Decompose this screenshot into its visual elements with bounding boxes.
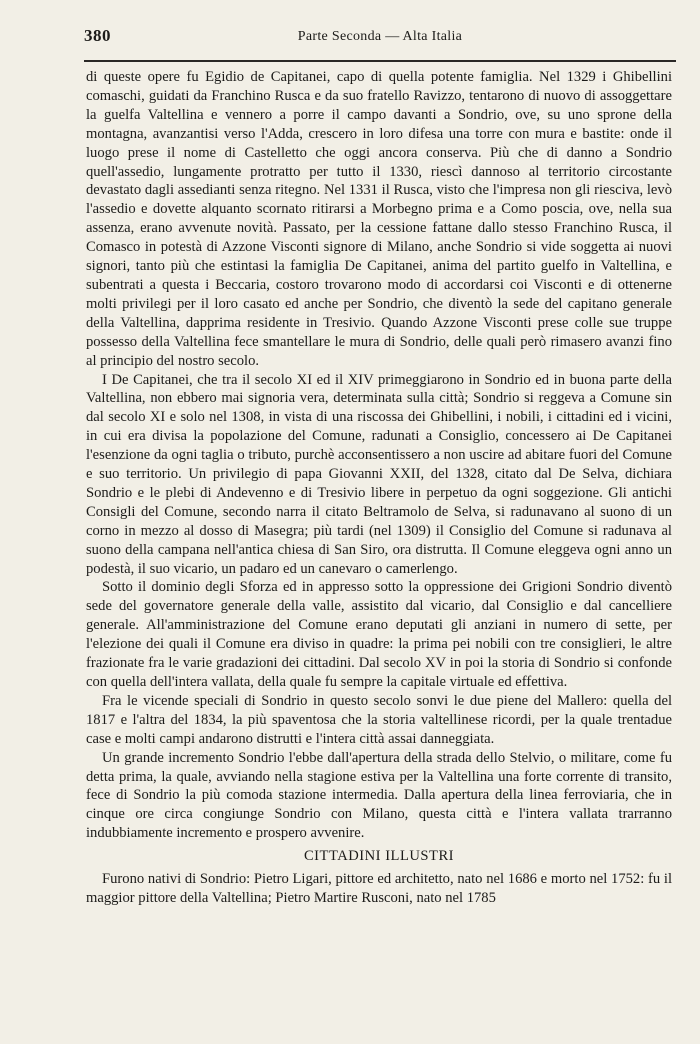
- page-number: 380: [84, 26, 111, 45]
- paragraph: Un grande incremento Sondrio l'ebbe dall'apertura della strada dello Stelvio, o militare, come fu detta prima, la quale, avviando nella stagione estiva per la Valtellina una forte corrente di transito, fece di Sondrio la più comoda stazione intermedia. Dalla apertura della linea ferroviaria, che in cinque ore circa congiunge Sondrio con Milano, questa città e l'intera vallata trarranno indubbiamente incremento e prospero avvenire.: [86, 749, 672, 842]
- paragraph: Sotto il dominio degli Sforza ed in appresso sotto la oppressione dei Grigioni Sondrio diventò sede del governatore generale della valle, assistito dal vicario, dal Consiglio e dal cancelliere generale. All'amministrazione del Comune erano deputati gli anziani in numero di sette, per l'elezione dei quali il Comune era diviso in quadre: la prima pei nobili con tre consiglieri, le altre frazionate fra le varie gradazioni dei cittadini. Dal secolo XV in poi la storia di Sondrio si confonde con quella dell'intera vallata, della quale fu sempre la capitale virtuale ed effettiva.: [86, 579, 672, 690]
- running-head: Parte Seconda — Alta Italia: [297, 29, 463, 44]
- paragraph: di queste opere fu Egidio de Capitanei, capo di quella potente famiglia. Nel 1329 i Ghibellini comaschi, guidati da Franchino Rusca e da suo fratello Ravizzo, tentarono di nuovo di assoggettare la guelfa Valtellina e vennero a porre il campo davanti a Sondrio, ove, su uno sprone della montagna, avanzantisi verso l'Adda, crescero in loro difesa una torre con mura e bastite: onde il luogo prese il nome di Castelletto che oggi ancora conserva. Più che di danno a Sondrio quell'assedio, lungamente protratto per tutto il 1330, riescì dannoso al territorio circostante devastato dagli assedianti senza ritegno. Nel 1331 il Rusca, visto che l'impresa non gli riesciva, levò l'assedio e dovette alquanto scornato ritirarsi a Morbegno prima e a Como poscia, ove, nella sua assenza, erano avvenute novità. Passato, per la cessione fattane dallo stesso Franchino Rusca, il Comasco in potestà di Azzone Visconti signore di Milano, anche Sondrio si vide soggetta ai nuovi signori, tanto più che estintasi la famiglia De Capitanei, anima del partito guelfo in Valtellina, e subentrati a questa i Beccaria, costoro trovarono modo di accordarsi coi Visconti e di ottenerne molti privilegi per il loro casato ed anche per Sondrio, che diventò la sede del capitano generale della Valtellina, dapprima residente in Tresivio. Quando Azzone Visconti prese colle sue truppe possesso della Valtellina fece smantellare le mura di Sondrio, delle quali però rimasero avanzi fino al principio del nostro secolo.: [86, 69, 672, 369]
- header-rule: [84, 60, 676, 62]
- paragraph: I De Capitanei, che tra il secolo XI ed il XIV primeggiarono in Sondrio ed in buona parte della Valtellina, non ebbero mai signoria vera, determinata sulla città; Sondrio si reggeva a Comune sin dal secolo XI e solo nel 1308, in vista di una riscossa dei Ghibellini, i nobili, i cittadini ed i vicini, in cui era divisa la popolazione del Comune, radunati a Consiglio, concessero ai De Capitanei l'esenzione da ogni taglia o tributo, purchè acconsentissero a non uscire ad abitare fuori del Comune e suo territorio. Un privilegio di papa Giovanni XXII, del 1328, citato dal De Selva, dichiara Sondrio e le plebi di Andevenno e di Tresivio libere in perpetuo da ogni soggezione. Gli antichi Consigli del Comune, secondo narra il citato Beltramolo de Selva, si radunavano al suono di un corno in mezzo al dosso di Masegra; più tardi (nel 1309) il Consiglio del Comune si radunava al suono della campana nell'antica chiesa di San Siro, ora distrutta. Il Comune eleggeva ogni anno un podestà, il suo vicario, un padaro ed un canevaro o camerlengo.: [86, 371, 672, 577]
- body-text: [86, 68, 672, 908]
- section-heading: CITTADINI ILLUSTRI: [303, 848, 455, 865]
- paragraph: Fra le vicende speciali di Sondrio in questo secolo sonvi le due piene del Mallero: quella del 1817 e l'altra del 1834, la più spaventosa che la storia valtellinese ricordi, per la quale trentadue case e molti campi andarono distrutti e l'intera città assai danneggiata.: [86, 692, 672, 747]
- paragraph: Furono nativi di Sondrio: Pietro Ligari, pittore ed architetto, nato nel 1686 e morto nel 1752: fu il maggior pittore della Valtellina; Pietro Martire Rusconi, nato nel 1785: [86, 871, 672, 906]
- page-header: [84, 26, 676, 50]
